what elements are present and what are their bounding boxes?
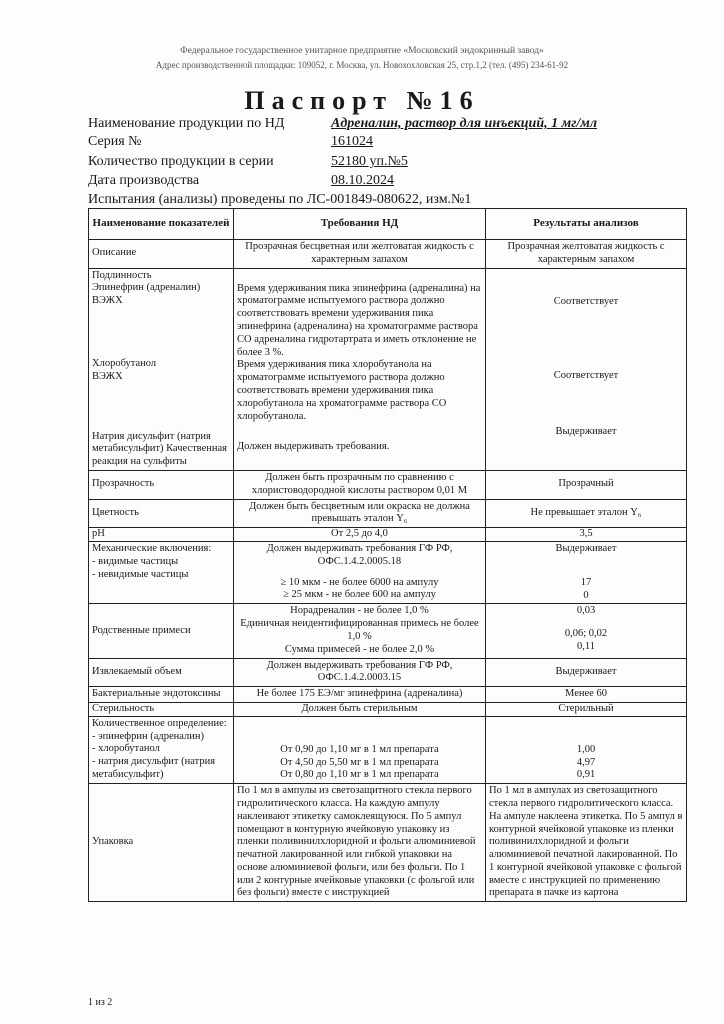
row-name: pH (89, 528, 234, 542)
assay-req-3: От 0,80 до 1,10 мг в 1 мл препарата (280, 769, 439, 781)
table-row (89, 716, 687, 783)
table-row (89, 240, 687, 269)
mech-res-3: 0 (583, 589, 589, 601)
related-res-3: 0,11 (577, 640, 595, 652)
header-indicator: Наименование показателей (89, 209, 234, 240)
row-result (486, 604, 687, 658)
row-result: Не превышает эталон Y₆ (486, 499, 687, 528)
quantity-label: Количество продукции в серии (88, 154, 274, 169)
table-row (89, 528, 687, 542)
row-name (89, 716, 234, 783)
table-row (89, 658, 687, 687)
row-name: Цветность (89, 499, 234, 528)
results-table (88, 208, 687, 902)
related-req-3: Сумма примесей - не более 2,0 % (284, 643, 435, 655)
row-requirement: Должен быть стерильным (234, 702, 486, 716)
row-name: Родственные примеси (89, 604, 234, 658)
identity-res-3: Выдерживает (555, 426, 617, 438)
row-result: Стерильный (486, 702, 687, 716)
row-requirement: По 1 мл в ампулы из светозащитного стекла первого гидролитического класса. На каждую ампулу наклеивают этикетку самоклеящуюся. По 5 ампул помещают в контурную ячейковую упаковку из пленки поливинилхлоридной и фольги алюминиевой печатной лакированной или гибкой упаковки на основе алюминиевой фольги, или без фольги. По 1 или 2 контурные ячейковые упаковки (с фольгой или без фольги) вместе с инструкцией (234, 784, 486, 902)
mech-title: Механические включения: (92, 542, 212, 554)
identity-req-2: Время удерживания пика хлоробутанола на хроматограмме испытуемого раствора должно соответствовать времени удерживания пика хлоробутанола на хроматограмме раствора СО хлоробутанола. (237, 359, 447, 422)
row-requirement: Должен быть бесцветным или окраска не должна превышать эталон Y₆ (234, 499, 486, 528)
quantity-value: 52180 уп.№5 (331, 154, 408, 169)
row-result: Прозрачная желтоватая жидкость с характерным запахом (486, 240, 687, 269)
identity-sulfite: Натрия дисульфит (натрия метабисульфит) Качественная реакция на сульфиты (92, 430, 227, 468)
assay-req-1: От 0,90 до 1,10 мг в 1 мл препарата (280, 743, 439, 755)
date-label: Дата производства (88, 173, 200, 188)
row-result: 3,5 (486, 528, 687, 542)
identity-res-2: Соответствует (553, 370, 619, 382)
passport-title: Паспорт №16 (244, 86, 480, 115)
related-req-1: Норадреналин - не более 1,0 % (290, 605, 429, 617)
assay-chlorobutanol: - хлоробутанол (92, 743, 160, 755)
row-result: Выдерживает (486, 658, 687, 687)
mech-req-3: ≥ 25 мкм - не более 600 на ампулу (283, 589, 436, 601)
row-result: Прозрачный (486, 470, 687, 499)
row-requirement (234, 716, 486, 783)
row-requirement: Не более 175 ЕЭ/мг эпинефрина (адреналина) (234, 687, 486, 703)
assay-req-2: От 4,50 до 5,50 мг в 1 мл препарата (280, 756, 439, 768)
row-name: Извлекаемый объем (89, 658, 234, 687)
identity-req-1: Время удерживания пика эпинефрина (адреналина) на хроматограмме испытуемого раствора должно соответствовать времени удерживания пика эпинефрина (адреналина) на хроматограмме раствора СО адреналина гидротартрата и иметь отклонение не более 3 %. (237, 282, 481, 358)
table-row (89, 541, 687, 603)
table-row (89, 687, 687, 703)
mech-res-1: Выдерживает (555, 542, 617, 554)
row-result (486, 716, 687, 783)
row-requirement: Должен выдерживать требования ГФ РФ, ОФС.1.4.2.0003.15 (234, 658, 486, 687)
tests-line: Испытания (анализы) проведены по ЛС-001849-080622, изм.№1 (88, 192, 472, 207)
related-req-2: Единичная неидентифицированная примесь не более 1,0 % (240, 618, 479, 642)
product-value: Адреналин, раствор для инъекций, 1 мг/мл (331, 116, 598, 131)
page-number: 1 из 2 (88, 997, 113, 1008)
identity-res-1: Соответствует (553, 295, 619, 307)
row-name: Прозрачность (89, 470, 234, 499)
assay-sulfite: - натрия дисульфит (натрия метабисульфит) (92, 756, 216, 780)
identity-epinephrine: Эпинефрин (адреналин) (92, 282, 201, 294)
row-name: Упаковка (89, 784, 234, 902)
date-value: 08.10.2024 (331, 173, 394, 188)
row-result: По 1 мл в ампулах из светозащитного стекла первого гидролитического класса. На ампуле наклеена этикетка. По 5 ампул в контурной ячейковой упаковке из пленки поливинилхлоридной и фольги алюминиевой печатной лакированной. По 1 контурной ячейковой упаковке с фольгой вместе с инструкцией по применению препарата в пачке из картона (486, 784, 687, 902)
org-name: Федеральное государственное унитарное предприятие «Московский эндокринный завод» (180, 46, 544, 56)
assay-res-3: 0,91 (576, 769, 596, 781)
table-row (89, 702, 687, 716)
mech-res-2: 17 (580, 576, 592, 588)
row-requirement: От 2,5 до 4,0 (234, 528, 486, 542)
header-requirements: Требования НД (234, 209, 486, 240)
table-row (89, 268, 687, 470)
row-result: Менее 60 (486, 687, 687, 703)
row-requirement (234, 541, 486, 603)
row-result (486, 268, 687, 470)
row-requirement: Должен быть прозрачным по сравнению с хлористоводородной кислоты раствором 0,01 М (234, 470, 486, 499)
table-row (89, 784, 687, 902)
table-row (89, 604, 687, 658)
row-requirement (234, 268, 486, 470)
table-header-row (89, 209, 687, 240)
assay-res-1: 1,00 (576, 743, 596, 755)
header-results: Результаты анализов (486, 209, 687, 240)
row-name: Описание (89, 240, 234, 269)
identity-req-3: Должен выдерживать требования. (237, 441, 390, 453)
mech-req-2: ≥ 10 мкм - не более 6000 на ампулу (280, 576, 439, 588)
row-requirement (234, 604, 486, 658)
table-row (89, 470, 687, 499)
identity-method: ВЭЖХ (92, 295, 123, 307)
table-row (89, 499, 687, 528)
mech-invisible: - невидимые частицы (92, 568, 189, 580)
row-name: Бактериальные эндотоксины (89, 687, 234, 703)
product-label: Наименование продукции по НД (88, 116, 285, 131)
related-res-1: 0,03 (576, 605, 596, 617)
assay-res-2: 4,97 (576, 756, 596, 768)
series-label: Серия № (88, 134, 142, 149)
identity-chlorobutanol: Хлоробутанол (92, 357, 157, 369)
assay-title: Количественное определение: (92, 717, 227, 729)
row-result (486, 541, 687, 603)
org-address: Адрес производственной площадки: 109052, г. Москва, ул. Новохохловская 25, стр.1,2 (тел. (495) 234-61-92 (155, 60, 569, 70)
row-name (89, 541, 234, 603)
mech-visible: - видимые частицы (92, 555, 179, 567)
assay-epinephrine: - эпинефрин (адреналин) (92, 730, 204, 742)
mech-req-1: Должен выдерживать требования ГФ РФ, ОФС.1.4.2.0005.18 (266, 542, 453, 567)
related-res-2: 0,06; 0,02 (564, 628, 608, 640)
identity-method-2: ВЭЖХ (92, 370, 123, 382)
row-name: Стерильность (89, 702, 234, 716)
identity-title: Подлинность (92, 269, 152, 281)
row-requirement: Прозрачная бесцветная или желтоватая жидкость с характерным запахом (234, 240, 486, 269)
series-value: 161024 (331, 134, 373, 149)
row-name (89, 268, 234, 470)
